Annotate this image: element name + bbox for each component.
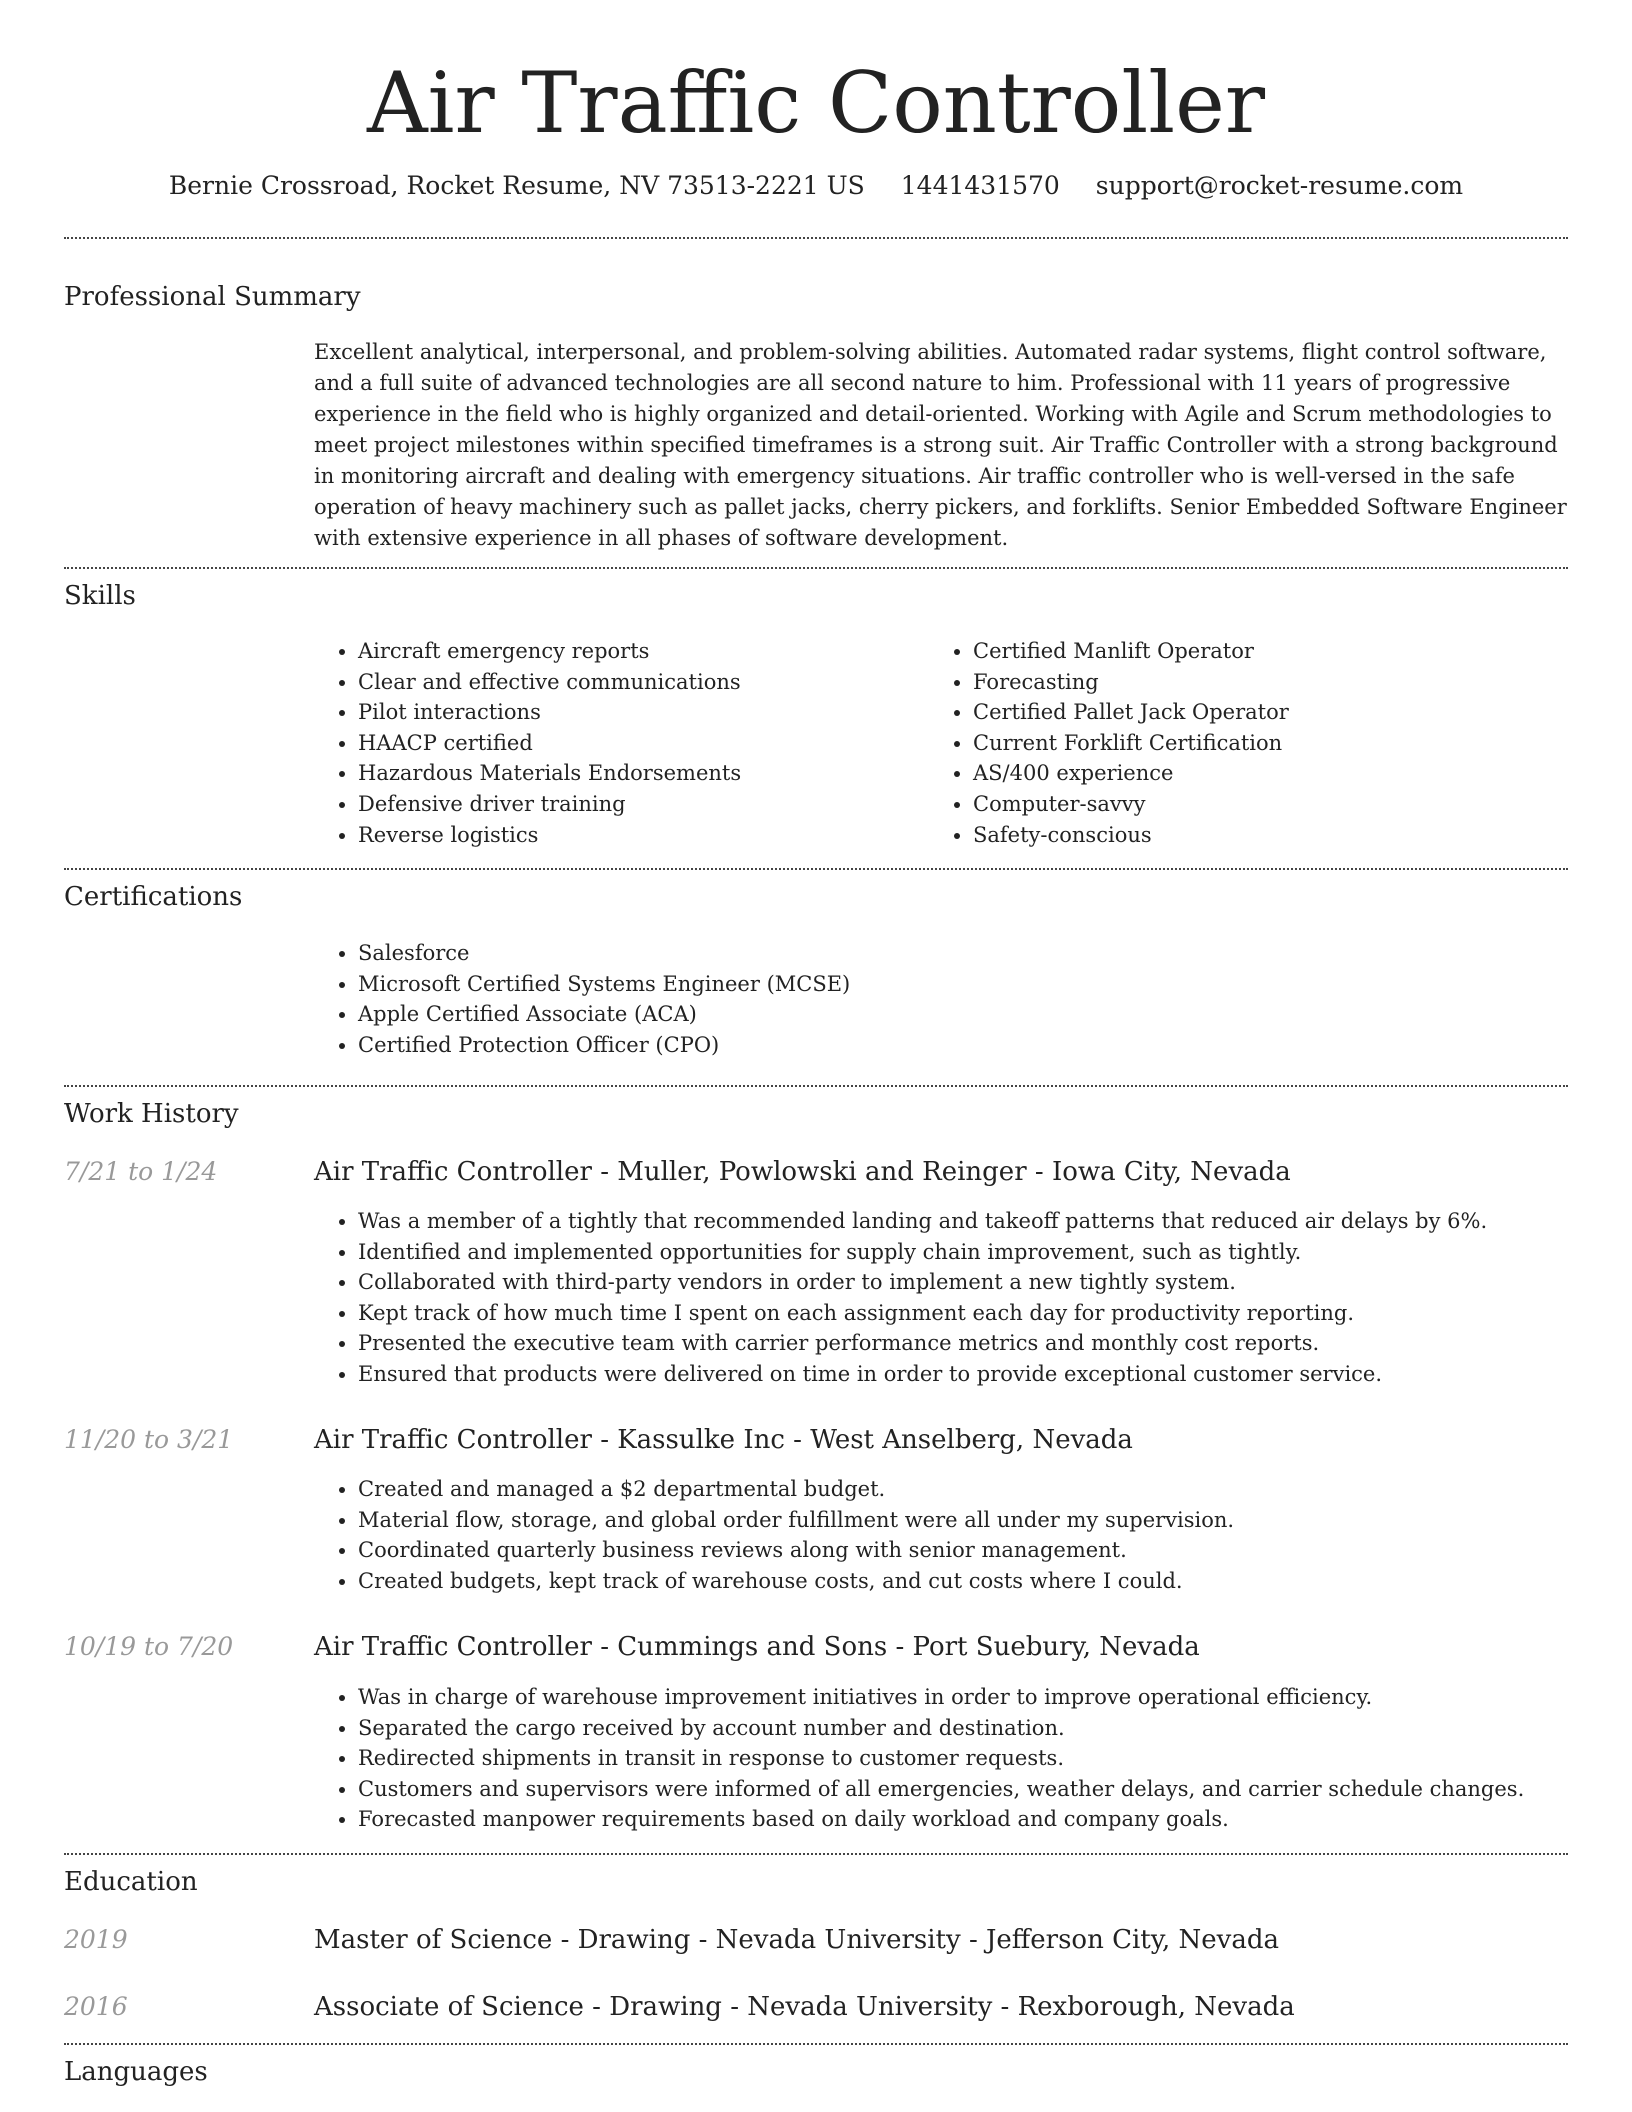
job-title: Air Traffic Controller - Kassulke Inc - West Anselberg, Nevada	[314, 1425, 1133, 1455]
resume-title: Air Traffic Controller	[367, 54, 1265, 152]
job-bullets	[314, 1682, 1568, 1835]
job-bullet: • Was a member of a tightly that recommended landing and takeoff patterns that reduced air delays by 6%.	[358, 1206, 1568, 1237]
job-bullet: • Presented the executive team with carrier performance metrics and monthly cost reports.	[358, 1328, 1568, 1359]
education-year: 2016	[64, 1992, 128, 2021]
skill-item: • Certified Manlift Operator	[973, 636, 1289, 667]
job-bullet: • Customers and supervisors were informed of all emergencies, weather delays, and carrier schedule changes.	[358, 1774, 1568, 1805]
job-bullet: • Coordinated quarterly business reviews along with senior management.	[358, 1535, 1568, 1566]
skill-item: • AS/400 experience	[973, 758, 1289, 789]
job-bullet: • Created and managed a $2 departmental budget.	[358, 1474, 1568, 1505]
certification-item: • Microsoft Certified Systems Engineer (MCSE)	[358, 969, 1568, 1000]
divider	[64, 1853, 1568, 1855]
education-degree: Master of Science - Drawing - Nevada University - Jefferson City, Nevada	[314, 1925, 1279, 1955]
job-dates: 11/20 to 3/21	[64, 1425, 234, 1454]
skill-item: • Certified Pallet Jack Operator	[973, 697, 1289, 728]
skill-item: • Forecasting	[973, 667, 1289, 698]
job-title: Air Traffic Controller - Muller, Powlowski and Reinger - Iowa City, Nevada	[314, 1157, 1291, 1187]
certification-item: • Apple Certified Associate (ACA)	[358, 999, 1568, 1030]
job-bullet-list	[314, 1474, 1568, 1596]
skill-item: • Pilot interactions	[358, 697, 741, 728]
skill-item: • Hazardous Materials Endorsements	[358, 758, 741, 789]
divider	[64, 868, 1568, 870]
job-bullets	[314, 1206, 1568, 1390]
certifications-section	[314, 938, 1568, 1060]
divider	[64, 1085, 1568, 1087]
section-title-education: Education	[64, 1867, 198, 1897]
divider	[64, 567, 1568, 569]
skills-section	[314, 636, 1568, 856]
contact-phone: 1441431570	[900, 171, 1060, 200]
certification-item: • Salesforce	[358, 938, 1568, 969]
job-bullet: • Material flow, storage, and global order fulfillment were all under my supervision.	[358, 1505, 1568, 1536]
divider	[64, 2043, 1568, 2045]
skill-item: • HAACP certified	[358, 728, 741, 759]
job-dates: 7/21 to 1/24	[64, 1157, 218, 1186]
section-title-summary: Professional Summary	[64, 282, 361, 312]
divider	[64, 237, 1568, 239]
job-bullet: • Separated the cargo received by account number and destination.	[358, 1713, 1568, 1744]
job-bullet-list	[314, 1682, 1568, 1835]
section-title-skills: Skills	[64, 581, 136, 611]
contact-email: support@rocket-resume.com	[1095, 171, 1464, 200]
job-dates: 10/19 to 7/20	[64, 1632, 234, 1661]
job-bullet: • Ensured that products were delivered on time in order to provide exceptional customer service.	[358, 1359, 1568, 1390]
skill-item: • Clear and effective communications	[358, 667, 741, 698]
skill-item: • Safety-conscious	[973, 820, 1289, 851]
job-bullets	[314, 1474, 1568, 1596]
skills-list-left	[314, 636, 741, 850]
education-degree: Associate of Science - Drawing - Nevada University - Rexborough, Nevada	[314, 1992, 1295, 2022]
section-title-languages: Languages	[64, 2057, 208, 2087]
job-bullet: • Created budgets, kept track of warehouse costs, and cut costs where I could.	[358, 1566, 1568, 1597]
skill-item: • Current Forklift Certification	[973, 728, 1289, 759]
certifications-list	[314, 938, 1568, 1060]
summary-text: Excellent analytical, interpersonal, and problem-solving abilities. Automated radar systems, flight control software, and a full suite of advanced technologies are all second nature to him. Professional with 11 years of progressive experience in the field who is highly organized and detail-oriented. Working with Agile and Scrum methodologies to meet project milestones within specified timeframes is a strong suit. Air Traffic Controller with a strong background in monitoring aircraft and dealing with emergency situations. Air traffic controller who is well-versed in the safe operation of heavy machinery such as pallet jacks, cherry pickers, and forklifts. Senior Embedded Software Engineer with extensive experience in all phases of software development.	[314, 340, 1567, 550]
job-bullet: • Was in charge of warehouse improvement initiatives in order to improve operational efficiency.	[358, 1682, 1568, 1713]
job-bullet-list	[314, 1206, 1568, 1390]
certification-item: • Certified Protection Officer (CPO)	[358, 1030, 1568, 1061]
skills-list-right	[929, 636, 1289, 850]
job-bullet: • Kept track of how much time I spent on each assignment each day for productivity reporting.	[358, 1298, 1568, 1329]
job-bullet: • Identified and implemented opportunities for supply chain improvement, such as tightly.	[358, 1237, 1568, 1268]
section-title-work-history: Work History	[64, 1099, 239, 1129]
contact-address: Bernie Crossroad, Rocket Resume, NV 73513-2221 US	[168, 171, 865, 200]
education-year: 2019	[64, 1925, 128, 1954]
skill-item: • Reverse logistics	[358, 820, 741, 851]
skill-item: • Aircraft emergency reports	[358, 636, 741, 667]
job-title: Air Traffic Controller - Cummings and Sons - Port Suebury, Nevada	[314, 1632, 1200, 1662]
job-bullet: • Redirected shipments in transit in response to customer requests.	[358, 1743, 1568, 1774]
summary-section	[314, 337, 1568, 554]
skill-item: • Defensive driver training	[358, 789, 741, 820]
skill-item: • Computer-savvy	[973, 789, 1289, 820]
contact-line	[0, 168, 1632, 204]
job-bullet: • Forecasted manpower requirements based on daily workload and company goals.	[358, 1804, 1568, 1835]
section-title-certifications: Certifications	[64, 882, 243, 912]
job-bullet: • Collaborated with third-party vendors in order to implement a new tightly system.	[358, 1267, 1568, 1298]
